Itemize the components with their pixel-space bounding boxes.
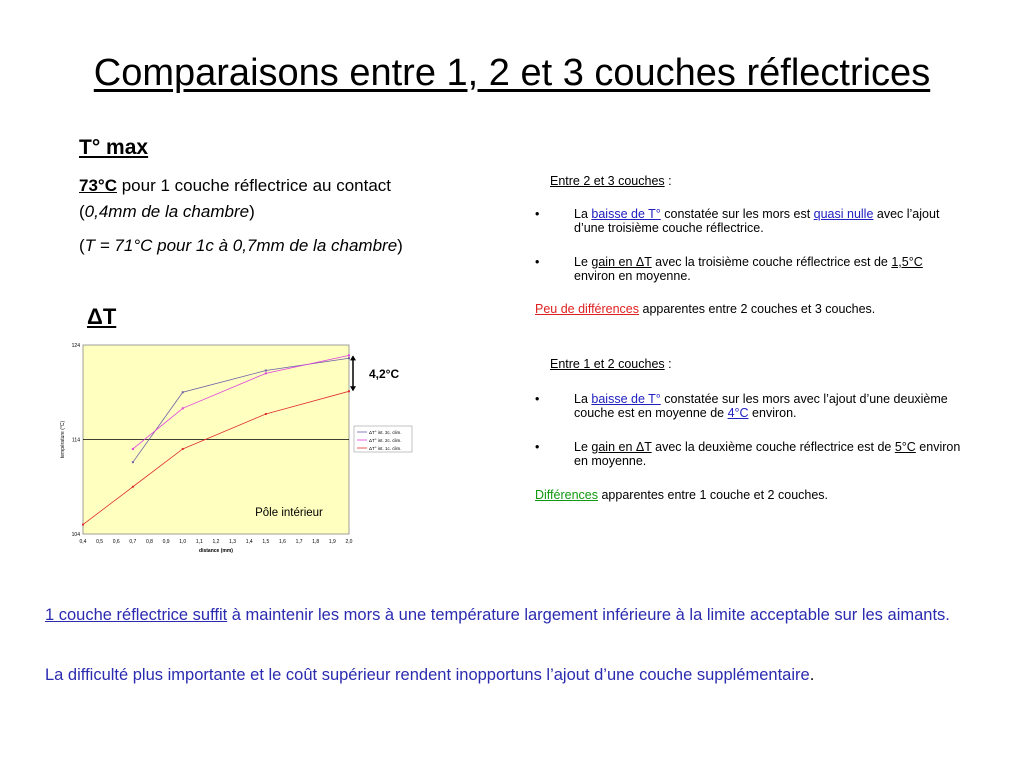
x-tick-label: 1,1 [195,539,203,545]
data-point [132,448,134,450]
data-point [132,486,134,488]
page-title: Comparaisons entre 1, 2 et 3 couches réflectrices [93,52,931,94]
x-tick-label: 1,3 [229,539,237,545]
x-tick-label: 0,9 [162,539,170,545]
section-heading-text: Entre 1 et 2 couches [550,357,665,371]
x-tick-label: 1,6 [279,539,286,545]
bullet-text: avec la deuxième couche réflectrice est de [651,440,895,454]
link-1-couche-suffit[interactable]: 1 couche réflectrice suffit [45,606,228,624]
tmax-value: 73°C [79,176,117,195]
section-summary [535,488,828,502]
bullet-dot: • [535,440,540,454]
summary-text: apparentes entre 2 couches et 3 couches. [639,302,876,316]
x-tick-label: 0,4 [79,539,87,545]
bullet-text: Le [574,440,592,454]
paren-open: ( [79,236,85,255]
section-summary [535,302,875,316]
x-axis-label: distance (mm) [199,548,233,554]
data-point [348,354,350,356]
bullet-text: La [574,207,592,221]
section-1-2-heading [550,357,672,371]
bullet-text: environ. [748,406,797,420]
legend-entry: ΔT° int. 1c. clim. [369,446,402,451]
bullet-text: environ en moyenne. [574,269,691,283]
data-point [182,448,184,450]
paren-open: ( [79,202,85,221]
delta-t-chart [50,338,420,563]
bullet-text: Le [574,255,592,269]
bullet-dot: • [535,392,540,406]
link-baisse-t[interactable]: baisse de T° [591,207,661,221]
gain-value: 1,5°C [891,255,923,269]
data-point [265,413,267,415]
tmax-heading: T° max [79,136,149,159]
x-tick-label: 1,0 [179,539,187,545]
legend-entry: ΔT° int. 3c. clim. [369,430,402,435]
section-heading-text: Entre 2 et 3 couches [550,174,665,188]
paren-close: ) [249,202,255,221]
tmax-line-3 [79,236,403,256]
pole-label: Pôle intérieur [255,507,323,519]
bullet-item [535,392,964,420]
x-tick-label: 1,2 [212,539,220,545]
link-quasi-nulle[interactable]: quasi nulle [813,207,874,221]
summary-text: apparentes entre 1 couche et 2 couches. [598,488,829,502]
x-tick-label: 1,7 [295,539,303,545]
link-4c[interactable]: 4°C [727,406,749,420]
bullet-dot: • [535,255,540,269]
x-tick-label: 2,0 [345,539,353,545]
conclusion-period: . [809,666,815,684]
x-tick-label: 0,5 [96,539,104,545]
gain-delta-t: gain en ΔT [591,440,652,454]
section-heading-suffix: : [664,357,672,371]
tmax-line-3-italic: T = 71°C pour 1c à 0,7mm de la chambre [84,236,398,255]
data-point [348,357,350,359]
y-tick-label: 114 [72,437,80,444]
tmax-line-2-italic: 0,4mm de la chambre [84,202,250,221]
data-point [265,370,267,372]
delta-t-heading: ΔT [87,304,117,329]
bullet-text: avec l’ajout d’une troisième couche réflectrice. [574,207,940,235]
gain-value: 5°C [894,440,916,454]
x-tick-label: 0,8 [146,539,153,545]
data-point [182,407,184,409]
tmax-line-2 [79,202,255,222]
x-tick-label: 1,5 [262,539,270,545]
section-2-3-heading [550,174,672,188]
x-tick-label: 1,4 [245,539,253,545]
paren-close: ) [397,236,403,255]
x-tick-label: 0,7 [129,539,137,545]
bullet-text: La [574,392,592,406]
bullet-item [535,207,964,235]
section-heading-suffix: : [664,174,672,188]
x-tick-label: 0,6 [112,539,120,545]
y-tick-label: 124 [71,343,80,349]
conclusion-1 [45,604,975,626]
conclusion-text: La difficulté plus importante et le coût supérieur rendent inopportuns l’ajout d’une couche supplémentaire [45,666,810,684]
bullet-item [535,440,964,468]
link-differences[interactable]: Différences [535,488,598,502]
y-tick-label: 104 [71,532,80,538]
data-point [82,524,84,526]
bullet-item [535,255,964,283]
legend-entry: ΔT° int. 2c. clim. [369,438,402,443]
data-point [132,461,134,463]
bullet-dot: • [535,207,540,221]
conclusion-text: à maintenir les mors à une température largement inférieure à la limite acceptable sur les aimants. [227,606,950,624]
conclusion-2 [45,664,975,686]
bullet-text: constatée sur les mors avec l’ajout d’une deuxième couche est en moyenne de [574,392,948,420]
data-point [182,391,184,393]
delta-arrow-head-down [350,386,356,391]
bullet-text: environ en moyenne. [574,440,961,468]
bullet-text: avec la troisième couche réflectrice est de [651,255,892,269]
tmax-line-1 [79,176,391,196]
link-baisse-t[interactable]: baisse de T° [591,392,661,406]
y-axis-label: température (°C) [60,420,66,459]
bullet-text: constatée sur les mors est [660,207,814,221]
data-point [265,372,267,374]
tmax-line-1-text: pour 1 couche réflectrice au contact [116,176,392,195]
gain-delta-t: gain en ΔT [591,255,652,269]
x-tick-label: 1,9 [328,539,336,545]
link-peu-differences[interactable]: Peu de différences [535,302,640,316]
delta-arrow-head-up [350,355,356,360]
data-point [348,390,350,392]
x-tick-label: 1,8 [312,539,320,545]
delta-annotation: 4,2°C [369,367,400,381]
